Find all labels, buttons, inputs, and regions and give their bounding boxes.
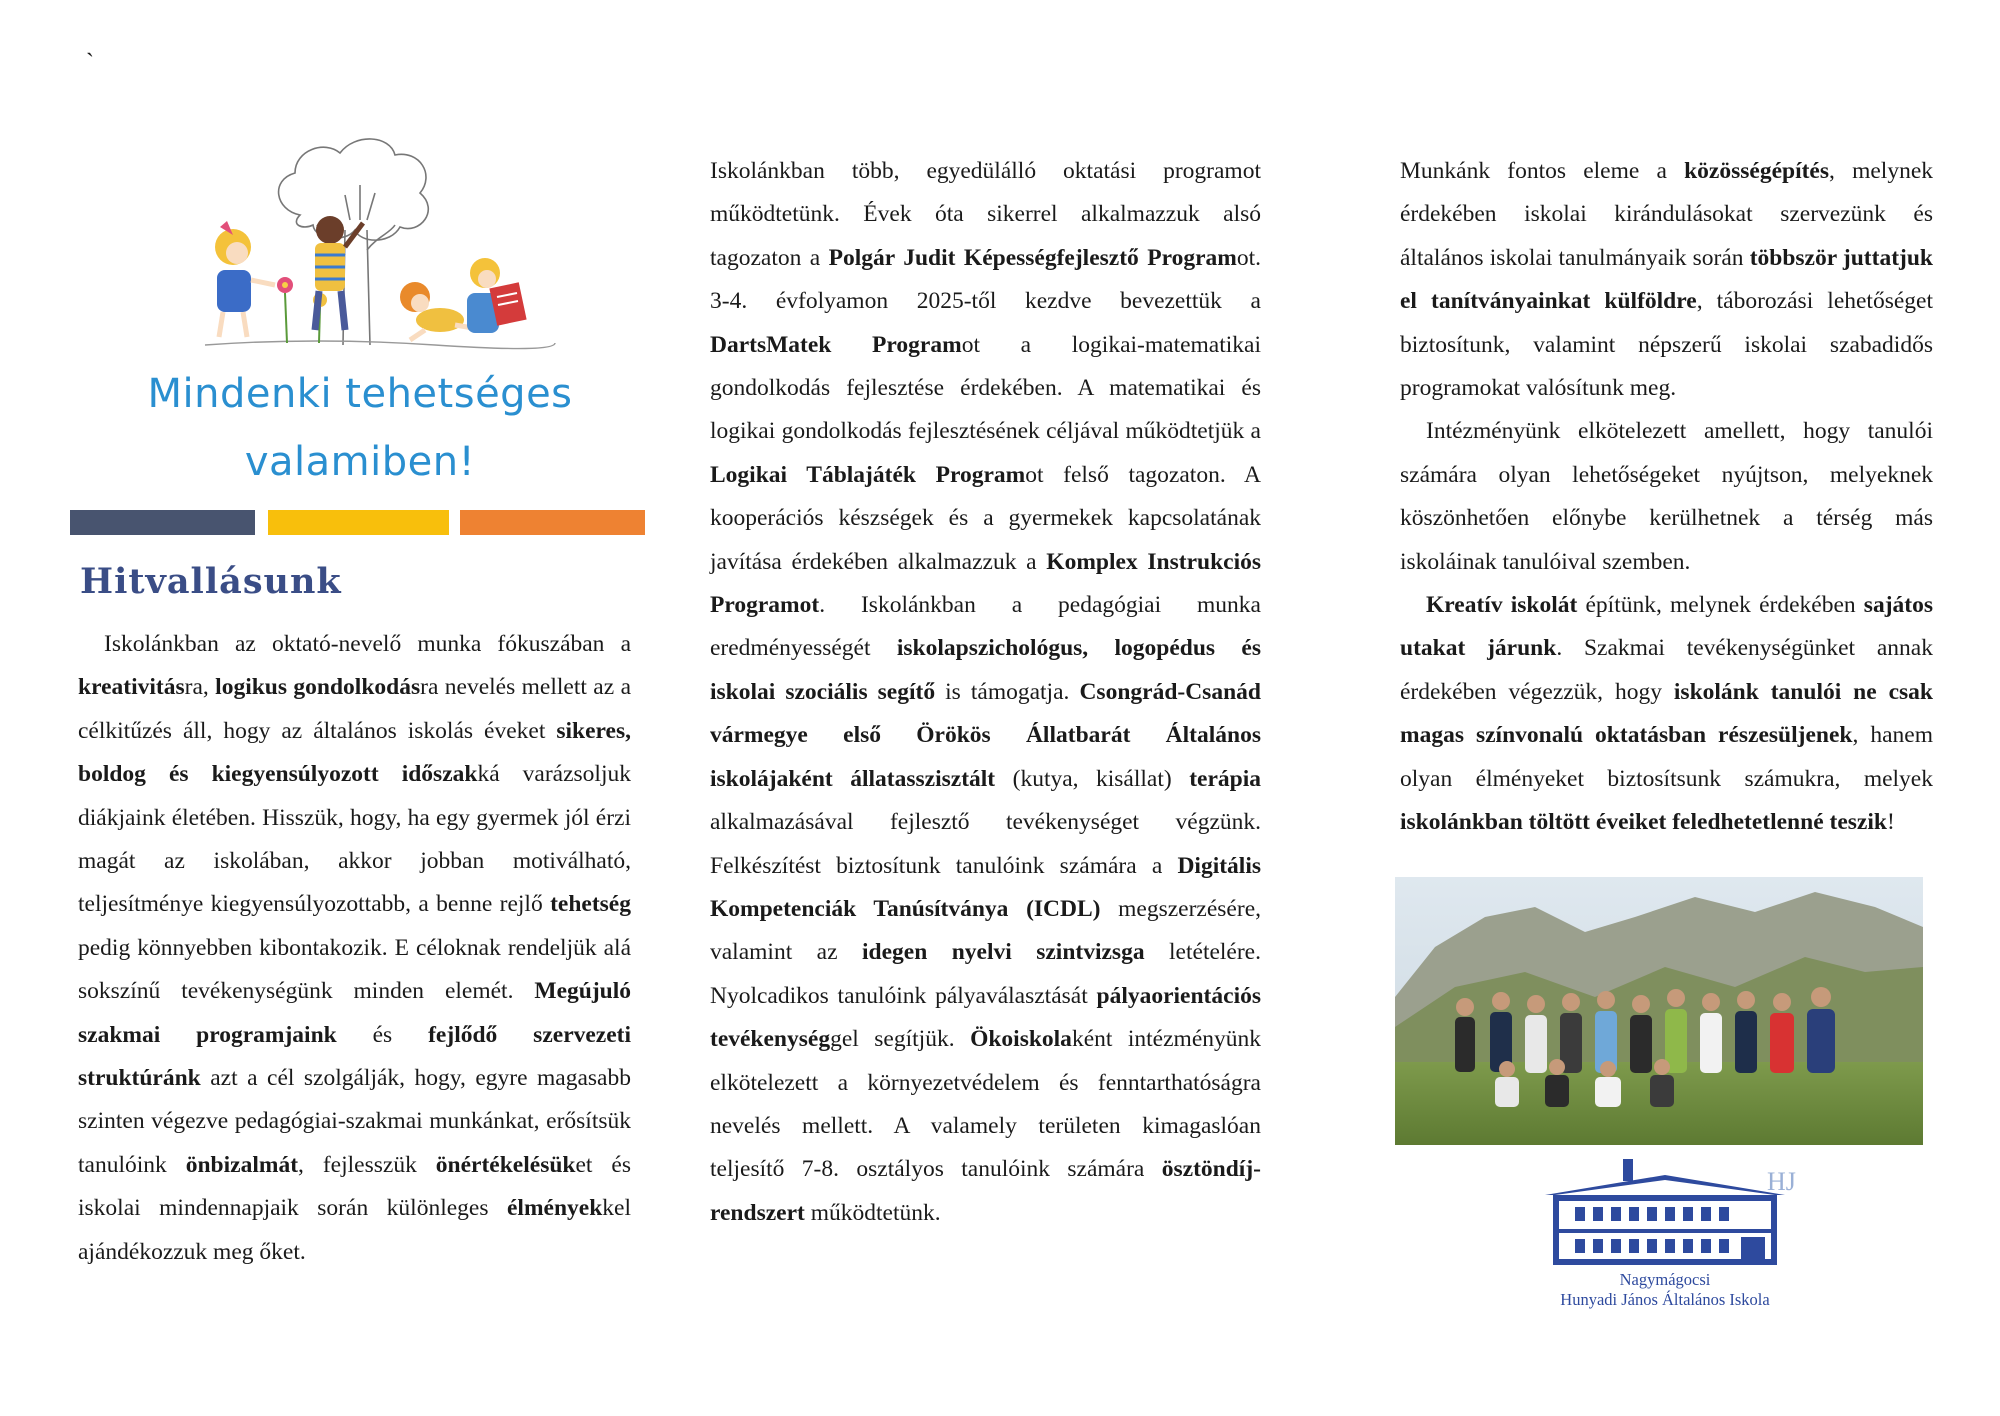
- bold-text-run: terápia: [1189, 765, 1261, 792]
- bold-text-run: közösségépítés: [1684, 158, 1830, 184]
- bold-text-run: iskolánkban töltött éveiket feledhetetlenné teszik: [1400, 809, 1887, 836]
- text-run: , fejlesszük: [298, 1151, 436, 1178]
- text-run: pedig könnyebben kibontakozik. E céloknak rendeljük alá sokszínű tevékenységünk minden elemét.: [78, 934, 631, 1005]
- school-name-line-2: Hunyadi János Általános Iskola: [1560, 1290, 1770, 1309]
- bold-text-run: Kreatív iskolát: [1426, 592, 1578, 619]
- text-run: gel segítjük.: [830, 1026, 971, 1053]
- text-run: kel ajándékozzuk meg őket.: [78, 1195, 631, 1265]
- bold-text-run: Komplex Instrukciós Programot: [710, 548, 1261, 619]
- text-run: működtetünk.: [804, 1199, 941, 1226]
- text-run: !: [1886, 809, 1895, 836]
- bold-text-run: iskolánk tanulói ne csak magas színvonalú oktatásban részesüljenek: [1400, 678, 1933, 749]
- text-run: alkalmazásával fejlesztő tevékenységet végzünk. Felkészítést biztosítunk tanulóink számára a: [710, 809, 1261, 879]
- children-drawing-tree-illustration: [195, 125, 565, 360]
- bold-text-run: Ökoiskola: [970, 1026, 1072, 1053]
- text-run: letételére. Nyolcadikos tanulóink pályaválasztását: [710, 939, 1261, 1009]
- bold-text-run: önbizalmát: [185, 1151, 299, 1178]
- bold-text-run: idegen nyelvi szintvizsga: [861, 939, 1145, 966]
- bold-text-run: iskolapszichológus, logopédus és iskolai szociális segítő: [710, 635, 1261, 705]
- school-building-logo: [1545, 1155, 1796, 1285]
- motto-line-1: Mindenki tehetséges: [147, 371, 573, 417]
- column-middle-text: [710, 150, 1261, 1235]
- text-run: építünk, melynek érdekében: [1577, 592, 1864, 619]
- text-run: , melynek érdekében iskolai kirándulásokat szervezünk és általános iskolai tanulmányaik során: [1400, 158, 1933, 271]
- bold-text-run: Polgár Judit Képességfejlesztő Program: [828, 244, 1237, 271]
- text-run: ot a logikai-matematikai gondolkodás fejlesztése érdekében. A matematikai és logikai gondolkodás fejlesztésének céljával működtetjük a: [710, 331, 1262, 445]
- motto: [120, 360, 600, 496]
- logo-letters: HJ: [1767, 1167, 1796, 1196]
- bold-text-run: élmények: [506, 1195, 603, 1222]
- bold-text-run: ösztöndíj-rendszert: [710, 1156, 1261, 1226]
- bold-text-run: kreativitás: [78, 674, 185, 701]
- text-run: megszerzésére, valamint az: [710, 895, 1261, 966]
- paragraph: [78, 623, 631, 1274]
- text-run: Intézményünk elkötelezett amellett, hogy tanulói számára olyan lehetőségeket nyújtson, melyeknek köszönhetően előnybe kerülhetnek a térség más iskoláinak tanulóival szemben.: [1400, 418, 1933, 575]
- paragraph: [710, 150, 1261, 1235]
- text-run: Iskolánkban az oktató-nevelő munka fókuszában a: [104, 631, 631, 657]
- text-run: , hanem olyan élményeket biztosítsunk számukra, melyek: [1400, 722, 1933, 792]
- bold-text-run: fejlődő szervezeti struktúránk: [78, 1021, 632, 1092]
- text-run: és: [336, 1021, 429, 1048]
- school-name: [1535, 1270, 1795, 1310]
- text-run: ként intézményünk elkötelezett a környezetvédelem és fenntarthatóságra nevelés mellett. A valamely területen kimagaslóan teljesítő 7-8. osztályos tanulóink számára: [710, 1026, 1262, 1183]
- group-photo-mountains: [1395, 877, 1923, 1145]
- color-bar-orange: [460, 510, 645, 535]
- section-heading: Hitvallásunk: [80, 561, 342, 602]
- bold-text-run: pályaorientációs tevékenység: [710, 982, 1261, 1053]
- column-left-text: [78, 623, 631, 1274]
- paragraph: [1400, 410, 1933, 584]
- text-run: Munkánk fontos eleme a: [1400, 158, 1685, 184]
- bold-text-run: Csongrád-Csanád vármegye első Örökös Állatbarát Általános iskolájaként állatasszisztált: [710, 678, 1261, 792]
- text-run: ot. 3-4. évfolyamon 2025-től kezdve bevezettük a: [710, 244, 1261, 315]
- bold-text-run: Digitális Kompetenciák Tanúsítványa (ICDL): [710, 852, 1261, 922]
- bold-text-run: Megújuló szakmai programjaink: [78, 978, 631, 1048]
- bold-text-run: sikeres, boldog és kiegyensúlyozott időszak: [78, 717, 631, 788]
- text-run: Iskolánkban több, egyedülálló oktatási programot működtetünk. Évek óta sikerrel alkalmazzuk alsó tagozaton a: [710, 158, 1261, 271]
- bold-text-run: DartsMatek Program: [710, 331, 962, 358]
- bold-text-run: logikus gondolkodás: [215, 674, 421, 701]
- text-run: ot felső tagozaton. A kooperációs készségek és a gyermekek kapcsolatának javítása érdekében alkalmazzuk a: [710, 461, 1262, 575]
- school-name-line-1: Nagymágocsi: [1619, 1270, 1711, 1289]
- color-bar-yellow: [268, 510, 449, 535]
- text-run: (kutya, kisállat): [995, 765, 1190, 792]
- text-run: . Iskolánkban a pedagógiai munka eredményességét: [710, 592, 1261, 662]
- stray-tick-mark: `: [86, 50, 94, 76]
- bold-text-run: sajátos utakat járunk: [1400, 592, 1933, 662]
- bold-text-run: tehetség: [550, 891, 631, 918]
- column-right-text: [1400, 150, 1933, 845]
- text-run: et és iskolai mindennapjaik során különleges: [78, 1151, 631, 1222]
- text-run: azt a cél szolgálják, hogy, egyre magasabb szinten végezve pedagógiai-szakmai munkánkat, erősítsük tanulóink: [78, 1065, 631, 1178]
- text-run: , táborozási lehetőséget biztosítunk, valamint népszerű iskolai szabadidős programokat valósítunk meg.: [1400, 288, 1933, 402]
- text-run: ra nevelés mellett az a célkitűzés áll, hogy az általános iskolás éveket: [78, 674, 631, 744]
- bold-text-run: önértékelésük: [435, 1151, 576, 1178]
- text-run: ká varázsoljuk diákjaink életében. Hisszük, hogy, ha egy gyermek jól érzi magát az iskolában, akkor jobban motiválható, teljesítménye kiegyensúlyozottabb, a benne rejlő: [78, 761, 631, 918]
- text-run: is támogatja.: [935, 678, 1080, 705]
- bold-text-run: Logikai Táblajáték Program: [710, 461, 1026, 488]
- paragraph: [1400, 584, 1933, 844]
- paragraph: [1400, 150, 1933, 410]
- text-run: ra,: [184, 674, 216, 701]
- color-bar-navy: [70, 510, 255, 535]
- motto-line-2: valamiben!: [244, 439, 476, 485]
- text-run: . Szakmai tevékenységünket annak érdekében végezzük, hogy: [1400, 635, 1933, 705]
- bold-text-run: többször juttatjuk el tanítványainkat külföldre: [1400, 244, 1933, 315]
